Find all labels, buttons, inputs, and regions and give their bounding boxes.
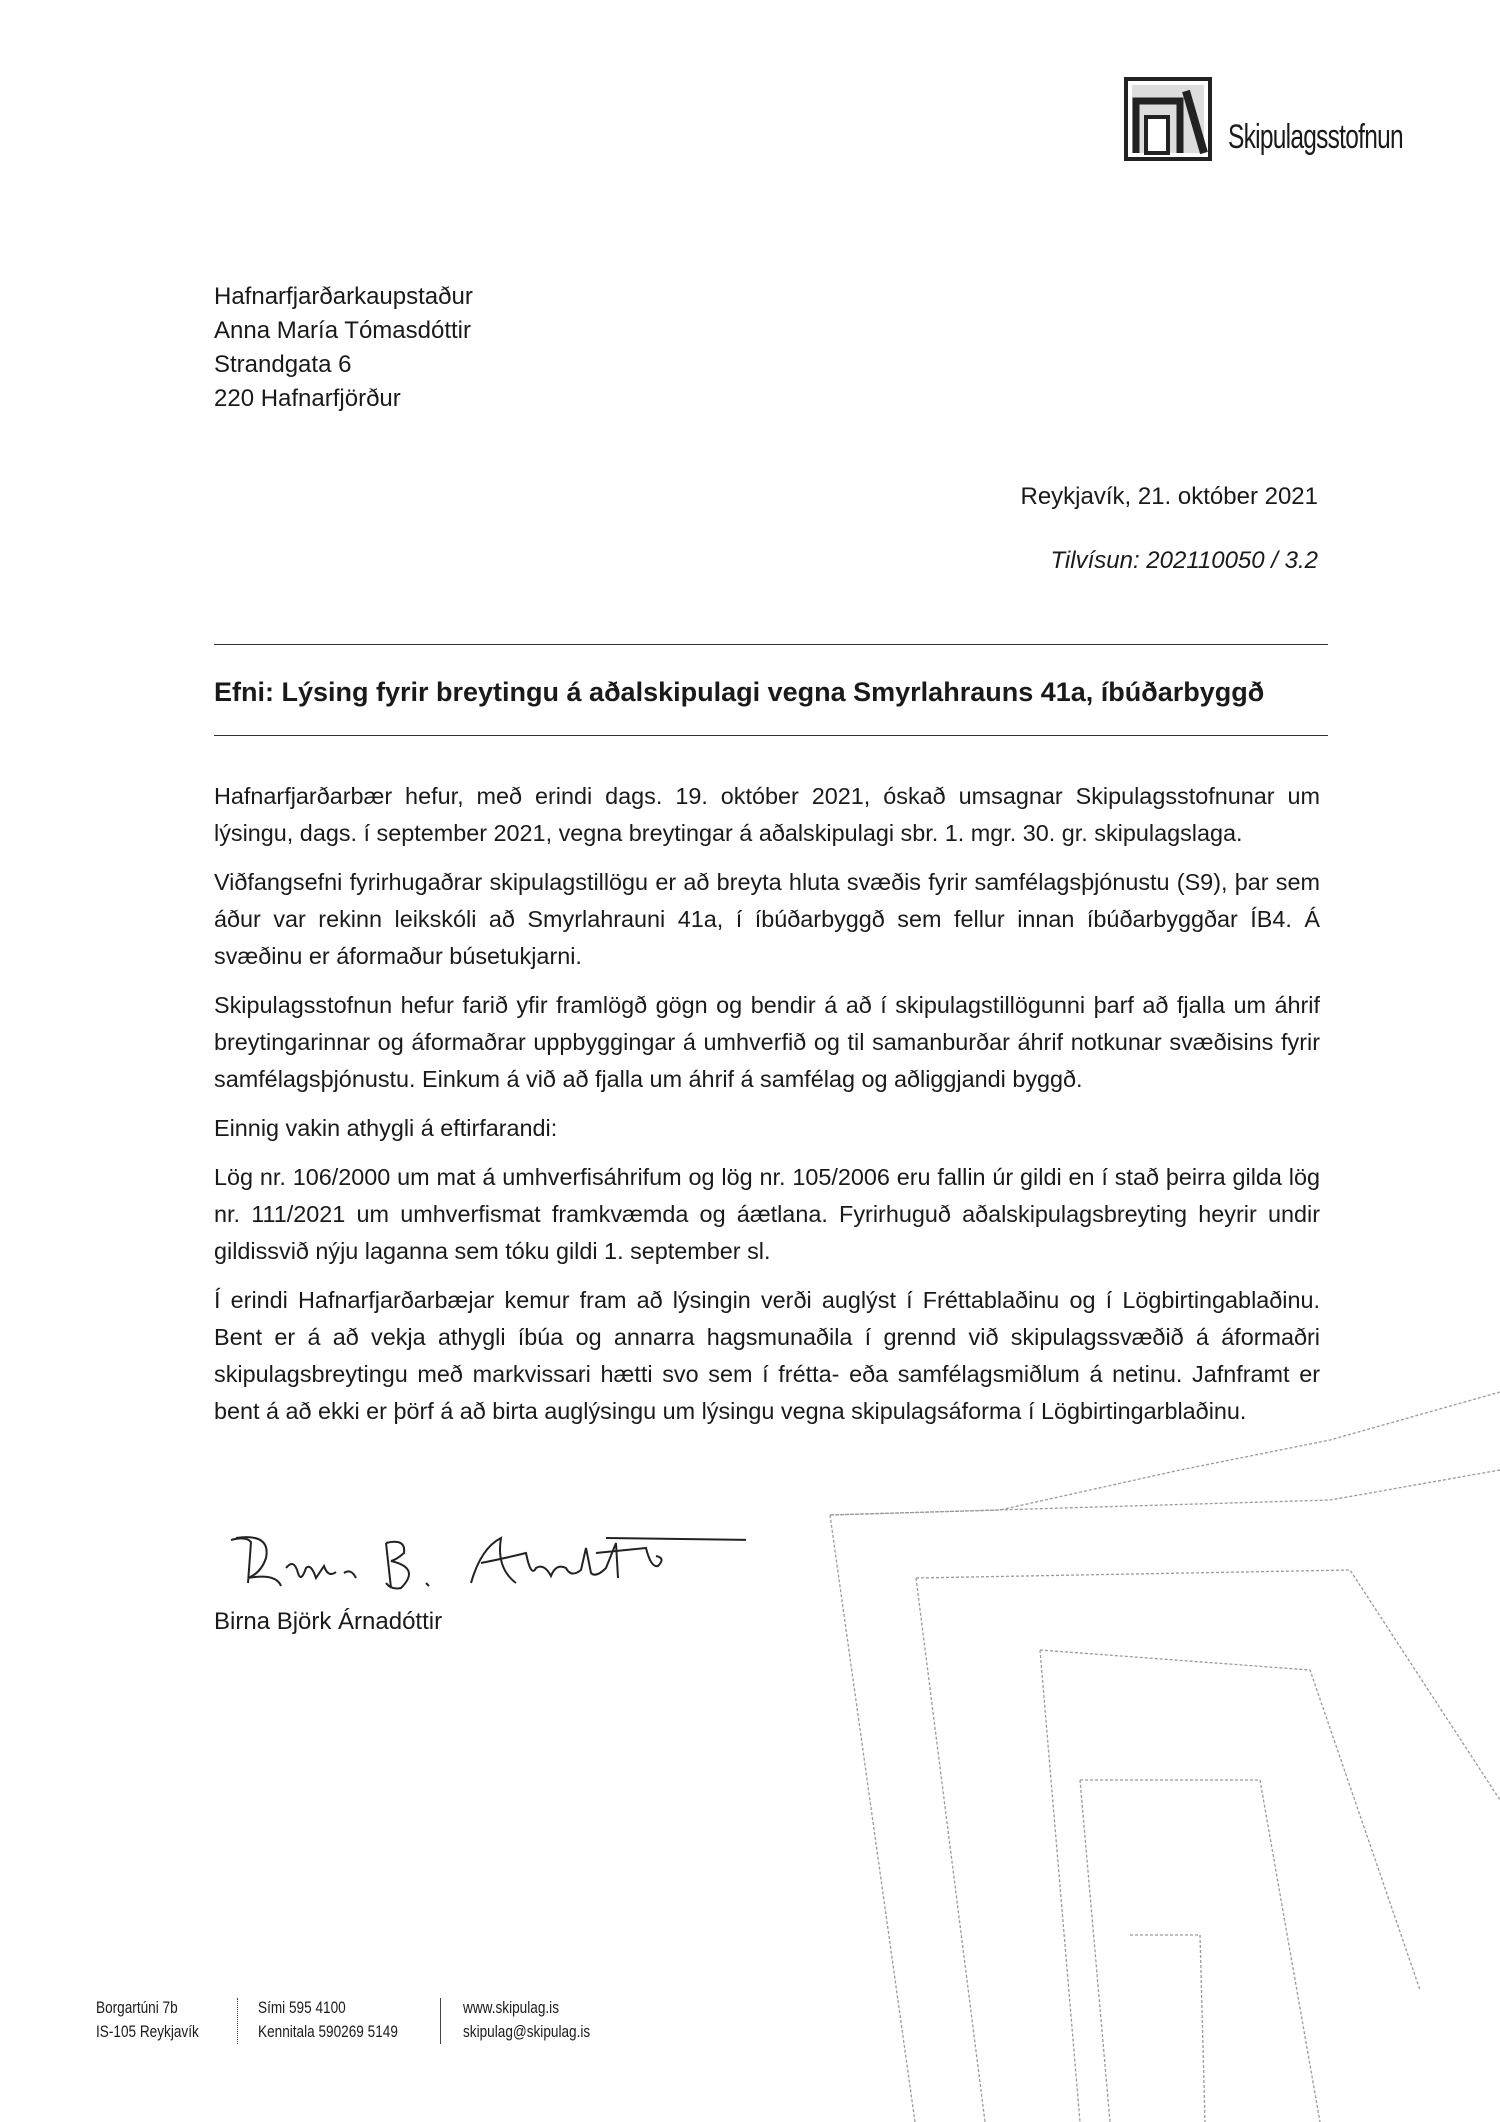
footer-website-link[interactable]: www.skipulag.is bbox=[463, 1998, 559, 2017]
footer-phone: Sími 595 4100 bbox=[258, 1998, 346, 2017]
logo-text: Skipulagsstofnun bbox=[1228, 118, 1403, 156]
paragraph: Lög nr. 106/2000 um mat á umhverfisáhrifum og lög nr. 105/2006 eru fallin úr gildi en í stað þeirra gilda lög nr. 111/2021 um umhverfismat framkvæmda og áætlana. Fyrirhuguð aðalskipulagsbreyting heyrir undir gildissvið nýju laganna sem tóku gildi 1. september sl. bbox=[214, 1164, 1320, 1264]
divider bbox=[214, 735, 1328, 736]
paragraph: Í erindi Hafnarfjarðarbæjar kemur fram að lýsingin verði auglýst í Fréttablaðinu og í Lögbirtingablaðinu. Bent er á að vekja athygli íbúa og annarra hagsmunaðila í grennd við skipulagssvæðið á áformaðri skipulagsbreytingu með markvissari hætti svo sem í frétta- eða samfélagsmiðlum á netinu. Jafnframt er bent á að ekki er þörf á að birta auglýsingu um lýsingu vegna skipulagsáforma í Lögbirtingarblaðinu. bbox=[214, 1287, 1320, 1424]
divider bbox=[214, 644, 1328, 645]
footer-line: IS-105 Reykjavík bbox=[96, 2022, 199, 2041]
recipient-line: Anna María Tómasdóttir bbox=[214, 317, 472, 344]
paragraph: Hafnarfjarðarbær hefur, með erindi dags. 19. október 2021, óskað umsagnar Skipulagsstofnunar um lýsingu, dags. í september 2021, vegna breytingar á aðalskipulagi sbr. 1. mgr. 30. gr. skipulagslaga. bbox=[214, 783, 1320, 846]
footer-contact bbox=[258, 1996, 398, 2044]
paragraph: Skipulagsstofnun hefur farið yfir framlögð gögn og bendir á að í skipulagstillögunni þarf að fjalla um áhrif breytingarinnar og áformaðrar uppbyggingar á umhverfið og til samanburðar áhrif notkunar svæðisins fyrir samfélagsþjónustu. Einkum á við að fjalla um áhrif á samfélag og aðliggjandi byggð. bbox=[214, 992, 1320, 1092]
recipient-line: Strandgata 6 bbox=[214, 351, 352, 378]
handwritten-signature bbox=[226, 1528, 746, 1603]
logo bbox=[1124, 77, 1212, 166]
recipient-line: Hafnarfjarðarkaupstaður bbox=[214, 283, 473, 310]
signature-icon bbox=[226, 1528, 746, 1598]
footer-email-link[interactable]: skipulag@skipulag.is bbox=[463, 2022, 591, 2041]
reference-number: Tilvísun: 202110050 / 3.2 bbox=[1050, 547, 1318, 574]
footer-divider bbox=[237, 1998, 238, 2044]
skipulagsstofnun-logo-icon bbox=[1124, 77, 1212, 161]
paragraph: Viðfangsefni fyrirhugaðrar skipulagstillögu er að breyta hluta svæðis fyrir samfélagsþjónustu (S9), þar sem áður var rekinn leikskóli að Smyrlahrauni 41a, í íbúðarbyggð sem fellur innan íbúðarbyggðar ÍB4. Á svæðinu er áformaður búsetukjarni. bbox=[214, 869, 1320, 969]
footer-line: Borgartúni 7b bbox=[96, 1998, 178, 2017]
subject-heading: Efni: Lýsing fyrir breytingu á aðalskipulagi vegna Smyrlahrauns 41a, íbúðarbyggð bbox=[214, 677, 1265, 707]
footer-address bbox=[96, 1996, 199, 2044]
paragraph: Einnig vakin athygli á eftirfarandi: bbox=[214, 1115, 558, 1141]
footer-id-number: Kennitala 590269 5149 bbox=[258, 2022, 398, 2041]
recipient-line: 220 Hafnarfjörður bbox=[214, 385, 401, 412]
signatory-name: Birna Björk Árnadóttir bbox=[214, 1608, 443, 1635]
footer-divider bbox=[440, 1998, 441, 2044]
recipient-address bbox=[214, 280, 473, 416]
letter-date: Reykjavík, 21. október 2021 bbox=[1020, 483, 1318, 510]
footer-web bbox=[463, 1996, 590, 2044]
letter-body bbox=[214, 778, 1320, 1442]
